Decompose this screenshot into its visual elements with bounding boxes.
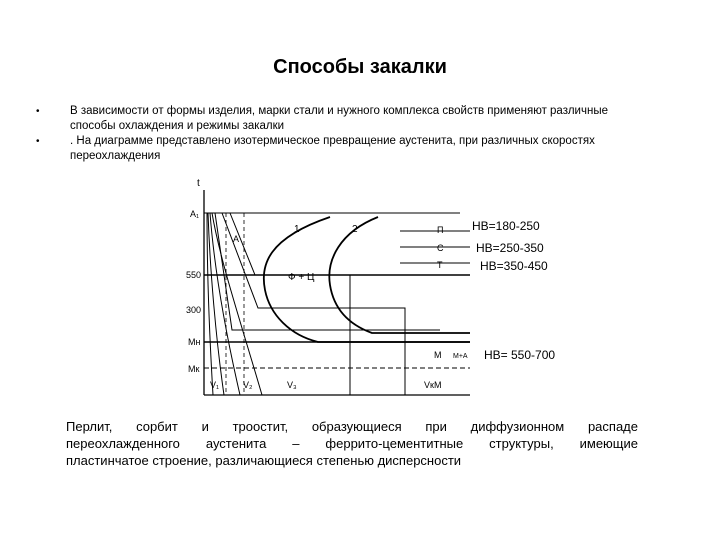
isothermal-path-2 — [222, 213, 405, 395]
bullet-marker: • — [36, 106, 40, 117]
region-label-mplus: M+A — [453, 353, 468, 360]
y-label-mn: Mн — [188, 337, 201, 347]
x-label-vkm: VкM — [424, 380, 442, 390]
y-label-550: 550 — [186, 270, 202, 280]
x-label-v3: V₃ — [287, 380, 297, 390]
structure-label-p: П — [437, 225, 444, 235]
structure-label-t: Т — [437, 260, 443, 270]
region-label-a: A — [233, 234, 240, 244]
x-label-v1: V₁ — [210, 380, 220, 390]
curve-label-2: 2 — [352, 224, 358, 235]
bullet-text: В зависимости от формы изделия, марки стали и нужного комплекса свойств применяют различные способы охлаждения и режимы закалки — [70, 105, 608, 132]
caption-line-1: Перлит, сорбит и троостит, образующиеся при диффузионном распаде — [66, 419, 638, 434]
region-label-fc: Ф + Ц — [288, 272, 315, 283]
y-label-a1: A₁ — [190, 209, 200, 219]
y-label-300: 300 — [186, 305, 202, 315]
hb-label-3: HB=350-450 — [480, 259, 548, 273]
y-label-mk: Mк — [188, 364, 200, 374]
bullet-text: . На диаграмме представлено изотермическое превращение аустенита, при различных скоростях переохлаждения — [70, 135, 595, 162]
region-label-m: M — [434, 350, 442, 360]
caption-text — [66, 418, 638, 469]
x-label-v2: V₂ — [243, 380, 253, 390]
slide-title: Способы закалки — [273, 56, 447, 78]
hb-label-4: HB= 550-700 — [484, 348, 556, 362]
caption-line-3: пластинчатое строение, различающиеся степенью дисперсности — [66, 453, 462, 468]
hb-label-1: HB=180-250 — [472, 219, 540, 233]
bullet-marker: • — [36, 136, 40, 147]
caption-line-2: переохлажденного аустенита – феррито-цементитные структуры, имеющие — [66, 436, 638, 451]
hb-label-2: HB=250-350 — [476, 241, 544, 255]
structure-label-s: С — [437, 243, 444, 253]
curve-label-1: 1 — [294, 224, 300, 235]
y-axis-label: t — [197, 178, 200, 189]
